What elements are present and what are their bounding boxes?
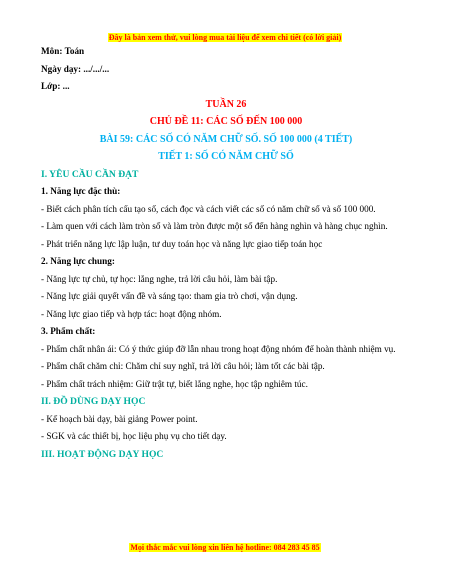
list-item: - Phẩm chất nhân ái: Có ý thức giúp đỡ lẫn nhau trong hoạt động nhóm để hoàn thành nhiệm vụ. [41, 343, 396, 354]
list-item: - Làm quen với cách làm tròn số và làm tròn được một số đến hàng nghìn và hàng chục nghìn. [41, 221, 388, 231]
hotline-banner [0, 537, 450, 555]
section-heading-requirements: I. YÊU CẦU CẦN ĐẠT [41, 168, 139, 180]
list-item: - Biết cách phân tích cấu tạo số, cách đọc và cách viết các số có năm chữ số và số 100 000. [41, 203, 376, 214]
date-line: Ngày dạy: .../.../... [41, 63, 110, 74]
list-item: - Phẩm chất chăm chỉ: Chăm chỉ suy nghĩ, trả lời câu hỏi; làm tốt các bài tập. [41, 361, 325, 371]
period-title: TIẾT 1: SỐ CÓ NĂM CHỮ SỐ [158, 151, 294, 162]
list-item: - Năng lực giải quyết vấn đề và sáng tạo: tham gia trò chơi, vận dụng. [41, 291, 298, 301]
section-heading-activities: III. HOẠT ĐỘNG DẠY HỌC [41, 448, 164, 460]
subject-line: Môn: Toán [41, 46, 85, 56]
list-item: - Kế hoạch bài dạy, bài giảng Power point. [41, 413, 198, 424]
list-item: - Phẩm chất trách nhiệm: Giữ trật tự, biết lắng nghe, học tập nghiêm túc. [41, 378, 308, 389]
subheading-specific-competence: 1. Năng lực đặc thù: [41, 186, 121, 196]
preview-banner-text: Đây là bản xem thử, vui lòng mua tài liệu để xem chi tiết (có lời giải) [108, 33, 342, 42]
class-line: Lớp: ... [41, 81, 70, 91]
subheading-general-competence: 2. Năng lực chung: [41, 256, 115, 266]
lesson-title: BÀI 59: CÁC SỐ CÓ NĂM CHỮ SỐ. SỐ 100 000 (4 TIẾT) [99, 133, 353, 145]
list-item: - SGK và các thiết bị, học liệu phụ vụ cho tiết dạy. [41, 431, 227, 441]
list-item: - Năng lực tự chủ, tự học: lắng nghe, trả lời câu hỏi, làm bài tập. [41, 273, 278, 284]
topic-title: CHỦ ĐỀ 11: CÁC SỐ ĐẾN 100 000 [149, 116, 303, 127]
section-heading-materials: II. ĐỒ DÙNG DẠY HỌC [41, 396, 146, 407]
list-item: - Năng lực giao tiếp và hợp tác: hoạt động nhóm. [41, 308, 222, 319]
subheading-qualities: 3. Phẩm chất: [41, 326, 96, 336]
week-title: TUẦN 26 [205, 98, 247, 110]
hotline-banner-text: Mọi thắc mắc vui lòng xin liên hệ hotline: 084 283 45 85 [130, 543, 320, 552]
list-item: - Phát triển năng lực lập luận, tư duy toán học và năng lực giao tiếp toán học [41, 238, 323, 249]
document-body [41, 43, 411, 463]
